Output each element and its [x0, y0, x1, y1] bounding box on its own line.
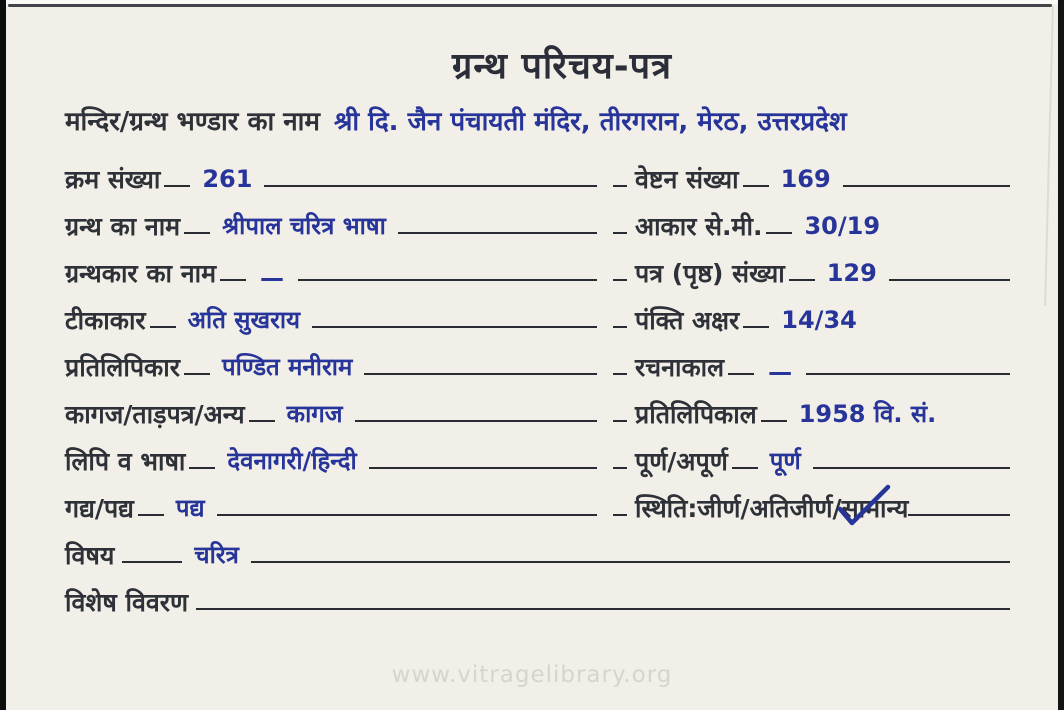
- field-bundle-number: [613, 155, 1010, 202]
- rule-line: [908, 514, 1010, 516]
- field-label: विशेष विवरण: [65, 587, 189, 617]
- rule-line: [122, 561, 182, 563]
- rule-line: [843, 185, 1010, 187]
- field-label: टीकाकार: [65, 305, 146, 335]
- field-label: सामान्य: [841, 493, 909, 523]
- field-page-count: [613, 249, 1010, 296]
- field-special-details: [65, 578, 1010, 625]
- rule-line: [369, 467, 597, 469]
- rule-line: [613, 279, 627, 281]
- field-value: 169: [780, 164, 831, 193]
- field-commentator: [65, 296, 613, 343]
- scan-edge-right: [1058, 0, 1064, 710]
- field-label: प्रतिलिपिकाल: [635, 399, 757, 429]
- field-book-name: [65, 202, 613, 249]
- rule-line: [312, 326, 597, 328]
- field-label: ग्रन्थकार का नाम: [65, 258, 217, 288]
- rule-line: [613, 467, 627, 469]
- field-label: स्थिति:जीर्ण/अतिजीर्ण/: [635, 493, 842, 523]
- field-value: कागज: [286, 400, 343, 428]
- rule-line: [613, 514, 627, 516]
- field-copy-date: [613, 390, 1010, 437]
- field-label: वेष्टन संख्या: [635, 164, 739, 194]
- field-value: चरित्र: [194, 541, 239, 569]
- rule-line: [298, 279, 597, 281]
- field-value: 14/34: [781, 305, 857, 334]
- temple-name-row: [65, 102, 1044, 138]
- rule-line: [613, 232, 627, 234]
- rule-line: [251, 561, 1010, 563]
- form-fields-grid: [65, 155, 1010, 625]
- field-label: रचनाकाल: [635, 352, 725, 382]
- field-size-cm: [613, 202, 1010, 249]
- rule-line: [789, 279, 815, 281]
- field-value: 129: [826, 258, 877, 287]
- field-complete-incomplete: [613, 437, 1010, 484]
- rule-line: [184, 373, 210, 375]
- scan-edge-left: [0, 0, 6, 710]
- field-copyist: [65, 343, 613, 390]
- rule-line: [613, 373, 627, 375]
- page-title: ग्रन्थ परिचय-पत्र: [452, 46, 672, 87]
- field-value: पण्डित मनीराम: [221, 353, 353, 381]
- field-material: [65, 390, 613, 437]
- rule-line: [264, 185, 597, 187]
- field-value: श्रीपाल चरित्र भाषा: [222, 212, 386, 240]
- field-prose-verse: [65, 484, 613, 531]
- rule-line: [138, 514, 164, 516]
- rule-line: [766, 232, 792, 234]
- field-label: गद्य/पद्य: [65, 493, 134, 523]
- field-label: आकार से.मी.: [635, 211, 763, 241]
- rule-line: [732, 467, 758, 469]
- field-author-name: [65, 249, 613, 296]
- rule-line: [217, 514, 597, 516]
- rule-line: [220, 279, 246, 281]
- field-label: पत्र (पृष्ठ) संख्या: [635, 258, 785, 288]
- field-subject: [65, 531, 1010, 578]
- rule-line: [613, 420, 627, 422]
- field-script-language: [65, 437, 613, 484]
- rule-line: [613, 185, 627, 187]
- field-value: अति सुखराय: [187, 306, 301, 334]
- field-label: क्रम संख्या: [65, 164, 161, 194]
- rule-line: [164, 185, 190, 187]
- rule-line: [889, 279, 1010, 281]
- blank-dash-mark: —: [260, 263, 285, 292]
- rule-line: [813, 467, 1010, 469]
- rule-line: [728, 373, 754, 375]
- rule-line: [150, 326, 176, 328]
- field-value: 1958 वि. सं.: [798, 400, 937, 428]
- field-label: ग्रन्थ का नाम: [65, 211, 181, 241]
- rule-line: [355, 420, 597, 422]
- rule-line: [249, 420, 275, 422]
- field-value: देवनागरी/हिन्दी: [227, 447, 357, 475]
- field-label: लिपि व भाषा: [65, 446, 186, 476]
- rule-line: [806, 373, 1010, 375]
- field-composition-date: [613, 343, 1010, 390]
- rule-line: [364, 373, 597, 375]
- rule-line: [761, 420, 787, 422]
- temple-name-value: श्री दि. जैन पंचायती मंदिर, तीरगरान, मेरठ, उत्तरप्रदेश: [333, 107, 847, 137]
- scan-edge-top-line: [8, 4, 1052, 7]
- field-label: विषय: [65, 540, 115, 570]
- field-serial-number: [65, 155, 613, 202]
- blank-dash-mark: —: [768, 357, 793, 386]
- condition-checked-option: [842, 491, 909, 525]
- rule-line: [196, 608, 1010, 610]
- field-label: कागज/ताड़पत्र/अन्य: [65, 399, 245, 429]
- rule-line: [743, 326, 769, 328]
- temple-name-label: मन्दिर/ग्रन्थ भण्डार का नाम: [65, 107, 320, 137]
- field-value: पूर्ण: [769, 447, 801, 475]
- rule-line: [189, 467, 215, 469]
- field-label: पूर्ण/अपूर्ण: [635, 446, 728, 476]
- field-value: 30/19: [804, 211, 881, 240]
- field-label: प्रतिलिपिकार: [65, 352, 180, 382]
- rule-line: [398, 232, 597, 234]
- field-value: 261: [202, 164, 253, 193]
- field-condition: [613, 484, 1010, 531]
- rule-line: [184, 232, 210, 234]
- watermark-text: www.vitragelibrary.org: [391, 662, 673, 688]
- field-value: पद्य: [175, 494, 205, 522]
- field-lines-letters: [613, 296, 1010, 343]
- rule-line: [743, 185, 769, 187]
- field-label: पंक्ति अक्षर: [635, 305, 740, 335]
- rule-line: [613, 326, 627, 328]
